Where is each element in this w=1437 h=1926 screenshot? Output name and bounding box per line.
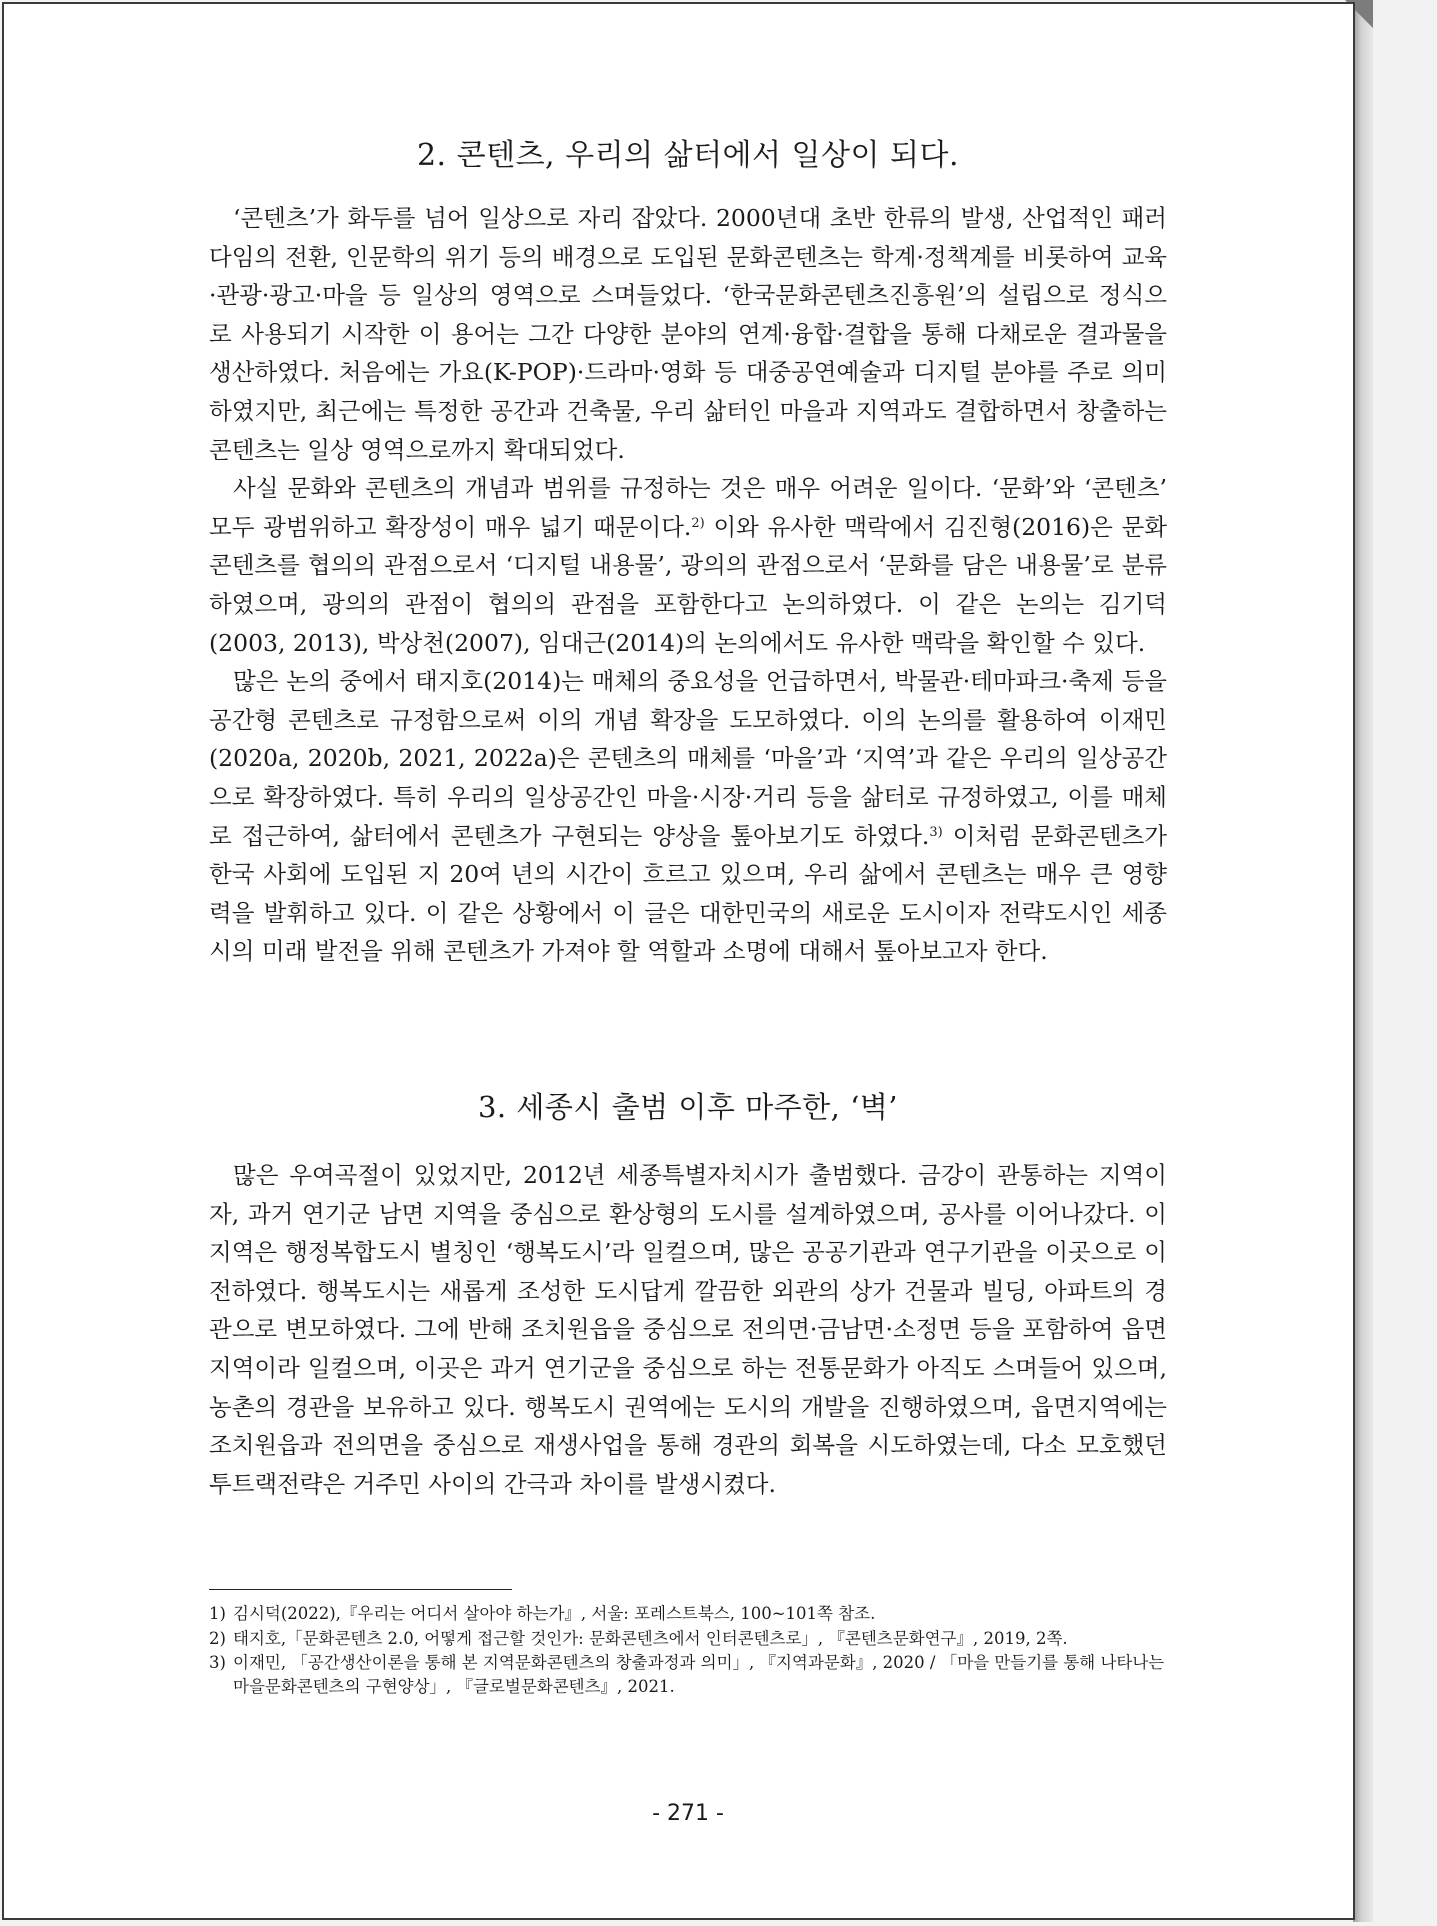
- section-3-body: [209, 1156, 1167, 1503]
- footnote-separator: [209, 1589, 512, 1590]
- footnote-number: 1): [209, 1604, 226, 1623]
- paragraph-2: [209, 469, 1167, 662]
- section-2-body: [209, 199, 1167, 971]
- footnote-2: [209, 1627, 1167, 1651]
- footnote-1: [209, 1602, 1167, 1626]
- footnote-number: 2): [209, 1628, 226, 1648]
- footnote-text: 이재민, 「공간생산이론을 통해 본 지역문화콘텐츠의 창출과정과 의미」, 『지역과문화』, 2020 / 「마을 만들기를 통해 나타나는 마을문화콘텐츠의 구현양상」, 『글로벌문화콘텐츠』, 2021.: [233, 1653, 1165, 1696]
- footnote-number: 3): [209, 1653, 226, 1672]
- page-number: - 271 -: [652, 1801, 724, 1826]
- section-3-heading: 3. 세종시 출범 이후 마주한, ‘벽’: [477, 1090, 899, 1124]
- paragraph-1: ‘콘텐츠’가 화두를 넘어 일상으로 자리 잡았다. 2000년대 초반 한류의 발생, 산업적인 패러다임의 전환, 인문학의 위기 등의 배경으로 도입된 문화콘텐츠는 학계·정책계를 비롯하여 교육·관광·광고·마을 등 일상의 영역으로 스며들었다. ‘한국문화콘텐츠진흥원’의 설립으로 정식으로 사용되기 시작한 이 용어는 그간 다양한 분야의 연계·융합·결합을 통해 다채로운 결과물을 생산하였다. 처음에는 가요(K-POP)·드라마·영화 등 대중공연예술과 디지털 분야를 주로 의미하였지만, 최근에는 특정한 공간과 건축물, 우리 삶터인 마을과 지역과도 결합하면서 창출하는 콘텐츠는 일상 영역으로까지 확대되었다.: [209, 204, 1167, 464]
- section-2-heading: 2. 콘텐츠, 우리의 삶터에서 일상이 되다.: [416, 138, 960, 173]
- footnote-text: 김시덕(2022),『우리는 어디서 살아야 하는가』, 서울: 포레스트북스, 100~101쪽 참조.: [233, 1604, 876, 1623]
- paragraph-2-part-1: 사실 문화와 콘텐츠의 개념과 범위를 규정하는 것은 매우 어려운 일이다. ‘문화’와 ‘콘텐츠’ 모두 광범위하고 확장성이 매우 넓기 때문이다.: [209, 474, 1167, 541]
- footnote-ref-2[interactable]: 2): [691, 515, 705, 531]
- footnotes: [209, 1602, 1167, 1699]
- footnote-text: 태지호,「문화콘텐츠 2.0, 어떻게 접근할 것인가: 문화콘텐츠에서 인터콘텐츠로」, 『콘텐츠문화연구』, 2019, 2쪽.: [233, 1628, 1068, 1648]
- paragraph-4: 많은 우여곡절이 있었지만, 2012년 세종특별자치시가 출범했다. 금강이 관통하는 지역이자, 과거 연기군 남면 지역을 중심으로 환상형의 도시를 설계하였으며, 공사를 이어나갔다. 이 지역은 행정복합도시 별칭인 ‘행복도시’라 일컬으며, 많은 공공기관과 연구기관을 이곳으로 이전하였다. 행복도시는 새롭게 조성한 도시답게 깔끔한 외관의 상가 건물과 빌딩, 아파트의 경관으로 변모하였다. 그에 반해 조치원읍을 중심으로 전의면·금남면·소정면 등을 포함하여 읍면지역이라 일컬으며, 이곳은 과거 연기군을 중심으로 하는 전통문화가 아직도 스며들어 있으며, 농촌의 경관을 보유하고 있다. 행복도시 권역에는 도시의 개발을 진행하였으며, 읍면지역에는 조치원읍과 전의면을 중심으로 재생사업을 통해 경관의 회복을 시도하였는데, 다소 모호했던 투트랙전략은 거주민 사이의 간극과 차이를 발생시켰다.: [209, 1161, 1167, 1498]
- paragraph-3-part-2: 이처럼 문화콘텐츠가 한국 사회에 도입된 지 20여 년의 시간이 흐르고 있으며, 우리 삶에서 콘텐츠는 매우 큰 영향력을 발휘하고 있다. 이 같은 상황에서 이 글은 대한민국의 새로운 도시이자 전략도시인 세종시의 미래 발전을 위해 콘텐츠가 가져야 할 역할과 소명에 대해서 톺아보고자 한다.: [209, 821, 1168, 966]
- document-page: [2, 2, 1355, 1920]
- page-curl-edge: [1353, 2, 1373, 1922]
- paragraph-2-part-2: 이와 유사한 맥락에서 김진형(2016)은 문화콘텐츠를 협의의 관점으로서 ‘디지털 내용물’, 광의의 관점으로서 ‘문화를 담은 내용물’로 분류하였으며, 광의의 관점이 협의의 관점을 포함한다고 논의하였다. 이 같은 논의는 김기덕(2003, 2013), 박상천(2007), 임대근(2014)의 논의에서도 유사한 맥락을 확인할 수 있다.: [209, 512, 1167, 657]
- footnote-ref-3[interactable]: 3): [929, 824, 943, 840]
- paragraph-3-part-1: 많은 논의 중에서 태지호(2014)는 매체의 중요성을 언급하면서, 박물관·테마파크·축제 등을 공간형 콘텐츠로 규정함으로써 이의 개념 확장을 도모하였다. 이의 논의를 활용하여 이재민(2020a, 2020b, 2021, 2022a)은 콘텐츠의 매체를 ‘마을’과 ‘지역’과 같은 우리의 일상공간으로 확장하였다. 특히 우리의 일상공간인 마을·시장·거리 등을 삶터로 규정하였고, 이를 매체로 접근하여, 삶터에서 콘텐츠가 구현되는 양상을 톺아보기도 하였다.: [209, 667, 1167, 850]
- footnote-3: [209, 1651, 1167, 1698]
- paragraph-3: [209, 662, 1167, 971]
